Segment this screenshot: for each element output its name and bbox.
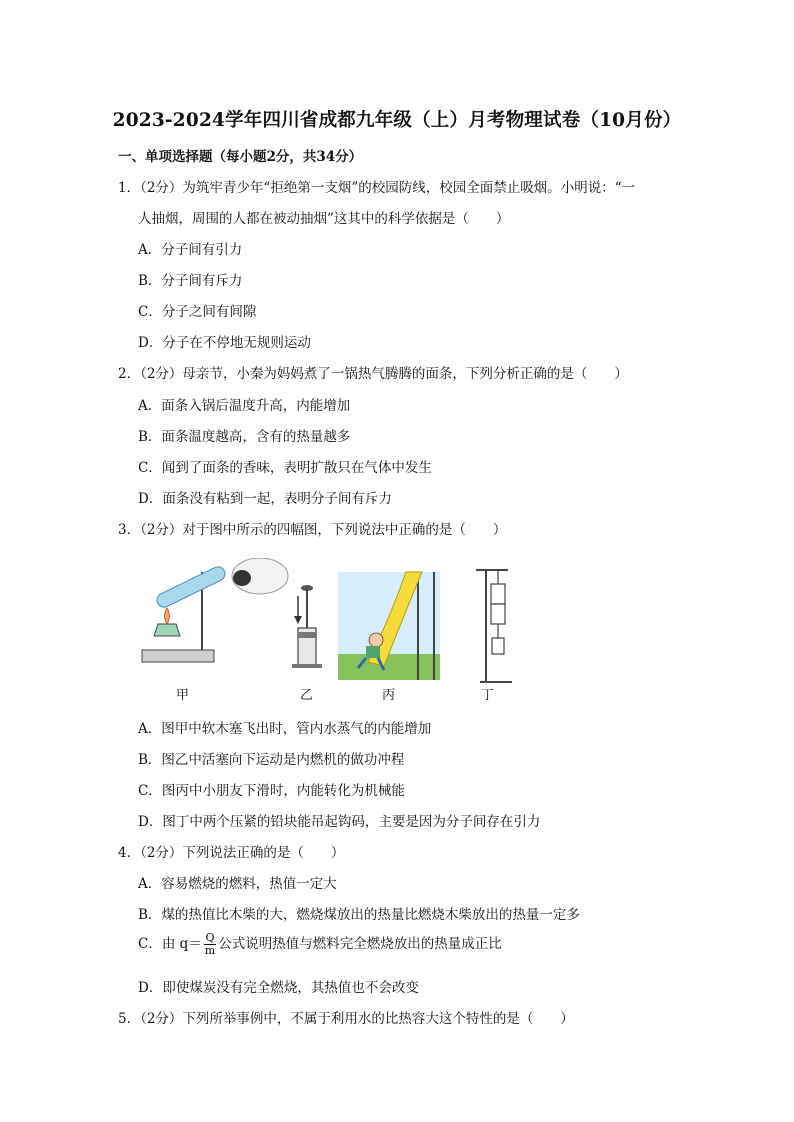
option-c-suffix: 公式说明热值与燃料完全燃烧放出的热量成正比 (218, 936, 502, 952)
figure-jia-apparatus (142, 558, 288, 662)
question-4-option-c (138, 932, 502, 957)
question-3-option-b: B．图乙中活塞向下运动是内燃机的做功冲程 (138, 752, 405, 768)
figure-yi-piston-cylinder (292, 585, 322, 668)
question-4-option-a: A．容易燃烧的燃料，热值一定大 (138, 876, 337, 892)
question-1-option-a: A．分子间有引力 (138, 242, 243, 258)
figure-ding-lead-blocks (476, 570, 512, 682)
question-2-option-a: A．面条入锅后温度升高，内能增加 (138, 398, 351, 414)
fraction-denominator: m (204, 944, 216, 957)
question-2-option-d: D．面条没有粘到一起，表明分子间有斥力 (138, 491, 392, 507)
question-4-option-d: D．即使煤炭没有完全燃烧，其热值也不会改变 (138, 980, 419, 996)
question-3-stem: 3．（2分）对于图中所示的四幅图，下列说法中正确的是（ ） (118, 522, 507, 538)
question-2-option-b: B．面条温度越高，含有的热量越多 (138, 429, 351, 445)
figure-caption-ding: 丁 (481, 688, 495, 703)
question-1-stem-cont: 人抽烟，周围的人都在被动抽烟”这其中的科学依据是（ ） (138, 211, 510, 227)
question-1-option-c: C．分子之间有间隙 (138, 304, 257, 320)
question-2-option-c: C．闻到了面条的香味，表明扩散只在气体中发生 (138, 460, 432, 476)
option-c-prefix: C．由 q＝ (138, 936, 202, 952)
question-3-option-c: C．图丙中小朋友下滑时，内能转化为机械能 (138, 783, 405, 799)
question-4-stem: 4．（2分）下列说法正确的是（ ） (118, 845, 345, 861)
page-title: 2023-2024学年四川省成都九年级（上）月考物理试卷（10月份） (112, 110, 682, 131)
question-5-stem: 5．（2分）下列所举事例中，不属于利用水的比热容大这个特性的是（ ） (118, 1011, 574, 1027)
question-3-option-a: A．图甲中软木塞飞出时，管内水蒸气的内能增加 (138, 721, 432, 737)
question-3-figure (140, 558, 560, 700)
figure-caption-bing: 丙 (382, 688, 396, 703)
figure-bing-child-slide (338, 572, 440, 680)
figure-caption-jia: 甲 (176, 688, 190, 703)
question-1-option-d: D．分子在不停地无规则运动 (138, 335, 311, 351)
question-1-option-b: B．分子间有斥力 (138, 273, 243, 289)
question-2-stem: 2．（2分）母亲节，小秦为妈妈煮了一锅热气腾腾的面条，下列分析正确的是（ ） (118, 366, 628, 382)
section-heading: 一、单项选择题（每小题2分，共34分） (118, 149, 363, 165)
formula-fraction (204, 932, 216, 957)
figure-caption-yi: 乙 (300, 688, 314, 703)
question-3-option-d: D．图丁中两个压紧的铅块能吊起钩码，主要是因为分子间存在引力 (138, 814, 541, 830)
question-1-stem: 1．（2分）为筑牢青少年“拒绝第一支烟”的校园防线，校园全面禁止吸烟。小明说：“一 (118, 180, 636, 196)
question-4-option-b: B．煤的热值比木柴的大，燃烧煤放出的热量比燃烧木柴放出的热量一定多 (138, 907, 580, 923)
fraction-numerator: Q (205, 931, 215, 944)
